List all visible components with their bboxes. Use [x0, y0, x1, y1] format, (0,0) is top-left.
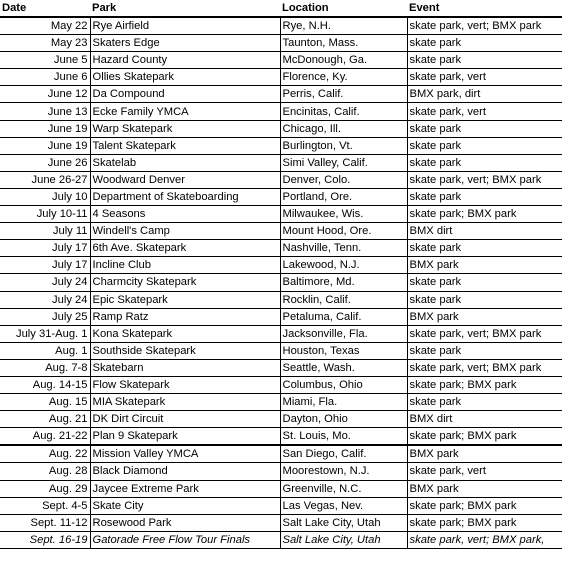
cell-location: Simi Valley, Calif.	[280, 154, 407, 171]
cell-date: Aug. 1	[0, 342, 90, 359]
cell-location: Mount Hood, Ore.	[280, 223, 407, 240]
cell-event: BMX park	[407, 257, 562, 274]
cell-event: skate park	[407, 188, 562, 205]
cell-date: June 26-27	[0, 171, 90, 188]
cell-event: skate park	[407, 35, 562, 52]
cell-date: June 19	[0, 120, 90, 137]
cell-park: 4 Seasons	[90, 206, 280, 223]
table-row	[0, 103, 562, 120]
cell-location: Rocklin, Calif.	[280, 291, 407, 308]
cell-date: Sept. 4-5	[0, 497, 90, 514]
cell-date: Aug. 21	[0, 411, 90, 428]
cell-date: June 13	[0, 103, 90, 120]
table-row	[0, 463, 562, 480]
cell-park: Ecke Family YMCA	[90, 103, 280, 120]
cell-date: Aug. 7-8	[0, 359, 90, 376]
cell-park: Epic Skatepark	[90, 291, 280, 308]
table-row	[0, 359, 562, 376]
cell-event: skate park, vert	[407, 69, 562, 86]
column-header-date: Date	[0, 0, 90, 17]
cell-date: July 17	[0, 240, 90, 257]
cell-location: Jacksonville, Fla.	[280, 325, 407, 342]
cell-event: skate park; BMX park	[407, 206, 562, 223]
cell-event: skate park; BMX park	[407, 497, 562, 514]
cell-location: Salt Lake City, Utah	[280, 514, 407, 531]
column-header-park: Park	[90, 0, 280, 17]
cell-date: Aug. 22	[0, 445, 90, 463]
table-row	[0, 257, 562, 274]
cell-park: Plan 9 Skatepark	[90, 428, 280, 446]
table-row	[0, 86, 562, 103]
cell-location: Greenville, N.C.	[280, 480, 407, 497]
cell-event: BMX park	[407, 480, 562, 497]
table-row	[0, 171, 562, 188]
table-row	[0, 137, 562, 154]
table-row	[0, 154, 562, 171]
cell-event: BMX park, dirt	[407, 86, 562, 103]
cell-date: July 11	[0, 223, 90, 240]
cell-location: Moorestown, N.J.	[280, 463, 407, 480]
cell-location: Seattle, Wash.	[280, 359, 407, 376]
cell-event: BMX dirt	[407, 223, 562, 240]
cell-date: July 10-11	[0, 206, 90, 223]
cell-date: July 24	[0, 291, 90, 308]
cell-date: May 23	[0, 35, 90, 52]
cell-park: Rosewood Park	[90, 514, 280, 531]
cell-event: skate park, vert	[407, 463, 562, 480]
cell-date: July 10	[0, 188, 90, 205]
cell-event: BMX park	[407, 308, 562, 325]
table-row	[0, 342, 562, 359]
table-row	[0, 240, 562, 257]
cell-park: Jaycee Extreme Park	[90, 480, 280, 497]
cell-event: skate park, vert	[407, 103, 562, 120]
cell-event: skate park	[407, 274, 562, 291]
cell-date: July 24	[0, 274, 90, 291]
cell-event: skate park; BMX park	[407, 428, 562, 446]
cell-date: May 22	[0, 17, 90, 35]
cell-park: Incline Club	[90, 257, 280, 274]
table-row	[0, 480, 562, 497]
table-row	[0, 52, 562, 69]
cell-date: Aug. 14-15	[0, 376, 90, 393]
cell-location: Denver, Colo.	[280, 171, 407, 188]
cell-park: Woodward Denver	[90, 171, 280, 188]
cell-event: skate park	[407, 291, 562, 308]
table-row	[0, 376, 562, 393]
table-row	[0, 531, 562, 548]
cell-event: skate park; BMX park	[407, 514, 562, 531]
cell-location: Rye, N.H.	[280, 17, 407, 35]
table-row	[0, 325, 562, 342]
cell-date: Aug. 21-22	[0, 428, 90, 446]
table-row	[0, 497, 562, 514]
cell-date: June 26	[0, 154, 90, 171]
cell-park: Black Diamond	[90, 463, 280, 480]
table-row	[0, 223, 562, 240]
cell-location: Petaluma, Calif.	[280, 308, 407, 325]
cell-date: June 5	[0, 52, 90, 69]
cell-event: skate park	[407, 52, 562, 69]
cell-park: Ollies Skatepark	[90, 69, 280, 86]
column-header-event: Event	[407, 0, 562, 17]
cell-park: Rye Airfield	[90, 17, 280, 35]
table-row	[0, 17, 562, 35]
cell-event: skate park, vert; BMX park	[407, 359, 562, 376]
cell-park: Skatebarn	[90, 359, 280, 376]
header-row	[0, 0, 562, 17]
cell-date: June 19	[0, 137, 90, 154]
cell-event: skate park, vert; BMX park	[407, 325, 562, 342]
cell-park: Skaters Edge	[90, 35, 280, 52]
table-row	[0, 206, 562, 223]
cell-location: San Diego, Calif.	[280, 445, 407, 463]
cell-location: Columbus, Ohio	[280, 376, 407, 393]
cell-park: Charmcity Skatepark	[90, 274, 280, 291]
cell-park: Talent Skatepark	[90, 137, 280, 154]
cell-park: Skatelab	[90, 154, 280, 171]
cell-park: Flow Skatepark	[90, 376, 280, 393]
table-row	[0, 394, 562, 411]
cell-park: Da Compound	[90, 86, 280, 103]
cell-event: skate park, vert; BMX park	[407, 171, 562, 188]
cell-location: Perris, Calif.	[280, 86, 407, 103]
table-row	[0, 274, 562, 291]
cell-park: MIA Skatepark	[90, 394, 280, 411]
cell-location: Lakewood, N.J.	[280, 257, 407, 274]
cell-date: Aug. 28	[0, 463, 90, 480]
cell-location: Dayton, Ohio	[280, 411, 407, 428]
cell-event: skate park	[407, 342, 562, 359]
cell-location: Houston, Texas	[280, 342, 407, 359]
cell-event: skate park	[407, 154, 562, 171]
cell-park: Skate City	[90, 497, 280, 514]
cell-park: DK Dirt Circuit	[90, 411, 280, 428]
table-row	[0, 428, 562, 446]
table-row	[0, 308, 562, 325]
cell-location: Chicago, Ill.	[280, 120, 407, 137]
cell-date: Sept. 11-12	[0, 514, 90, 531]
cell-park: Department of Skateboarding	[90, 188, 280, 205]
cell-date: July 25	[0, 308, 90, 325]
cell-location: Encinitas, Calif.	[280, 103, 407, 120]
cell-location: Florence, Ky.	[280, 69, 407, 86]
cell-date: Sept. 16-19	[0, 531, 90, 548]
cell-location: Baltimore, Md.	[280, 274, 407, 291]
cell-location: Las Vegas, Nev.	[280, 497, 407, 514]
cell-park: Gatorade Free Flow Tour Finals	[90, 531, 280, 548]
cell-event: skate park, vert; BMX park,	[407, 531, 562, 548]
table-row	[0, 411, 562, 428]
cell-date: July 17	[0, 257, 90, 274]
cell-date: June 6	[0, 69, 90, 86]
cell-date: Aug. 15	[0, 394, 90, 411]
cell-location: Milwaukee, Wis.	[280, 206, 407, 223]
cell-event: skate park	[407, 137, 562, 154]
cell-park: Ramp Ratz	[90, 308, 280, 325]
cell-location: Burlington, Vt.	[280, 137, 407, 154]
cell-park: 6th Ave. Skatepark	[90, 240, 280, 257]
table-row	[0, 35, 562, 52]
cell-location: Miami, Fla.	[280, 394, 407, 411]
cell-event: skate park, vert; BMX park	[407, 17, 562, 35]
cell-event: skate park	[407, 240, 562, 257]
table-row	[0, 445, 562, 463]
cell-event: skate park	[407, 394, 562, 411]
cell-date: Aug. 29	[0, 480, 90, 497]
cell-date: June 12	[0, 86, 90, 103]
cell-location: McDonough, Ga.	[280, 52, 407, 69]
cell-park: Windell's Camp	[90, 223, 280, 240]
cell-park: Hazard County	[90, 52, 280, 69]
cell-event: skate park	[407, 120, 562, 137]
cell-location: Taunton, Mass.	[280, 35, 407, 52]
cell-event: BMX dirt	[407, 411, 562, 428]
cell-location: Salt Lake City, Utah	[280, 531, 407, 548]
cell-park: Kona Skatepark	[90, 325, 280, 342]
table-row	[0, 120, 562, 137]
cell-date: July 31-Aug. 1	[0, 325, 90, 342]
table-row	[0, 69, 562, 86]
cell-event: skate park; BMX park	[407, 376, 562, 393]
schedule-rows	[0, 17, 562, 548]
cell-location: Nashville, Tenn.	[280, 240, 407, 257]
cell-park: Mission Valley YMCA	[90, 445, 280, 463]
table-row	[0, 291, 562, 308]
table-row	[0, 514, 562, 531]
table-row	[0, 188, 562, 205]
column-header-location: Location	[280, 0, 407, 17]
cell-park: Southside Skatepark	[90, 342, 280, 359]
cell-event: BMX park	[407, 445, 562, 463]
cell-location: St. Louis, Mo.	[280, 428, 407, 446]
cell-location: Portland, Ore.	[280, 188, 407, 205]
cell-park: Warp Skatepark	[90, 120, 280, 137]
